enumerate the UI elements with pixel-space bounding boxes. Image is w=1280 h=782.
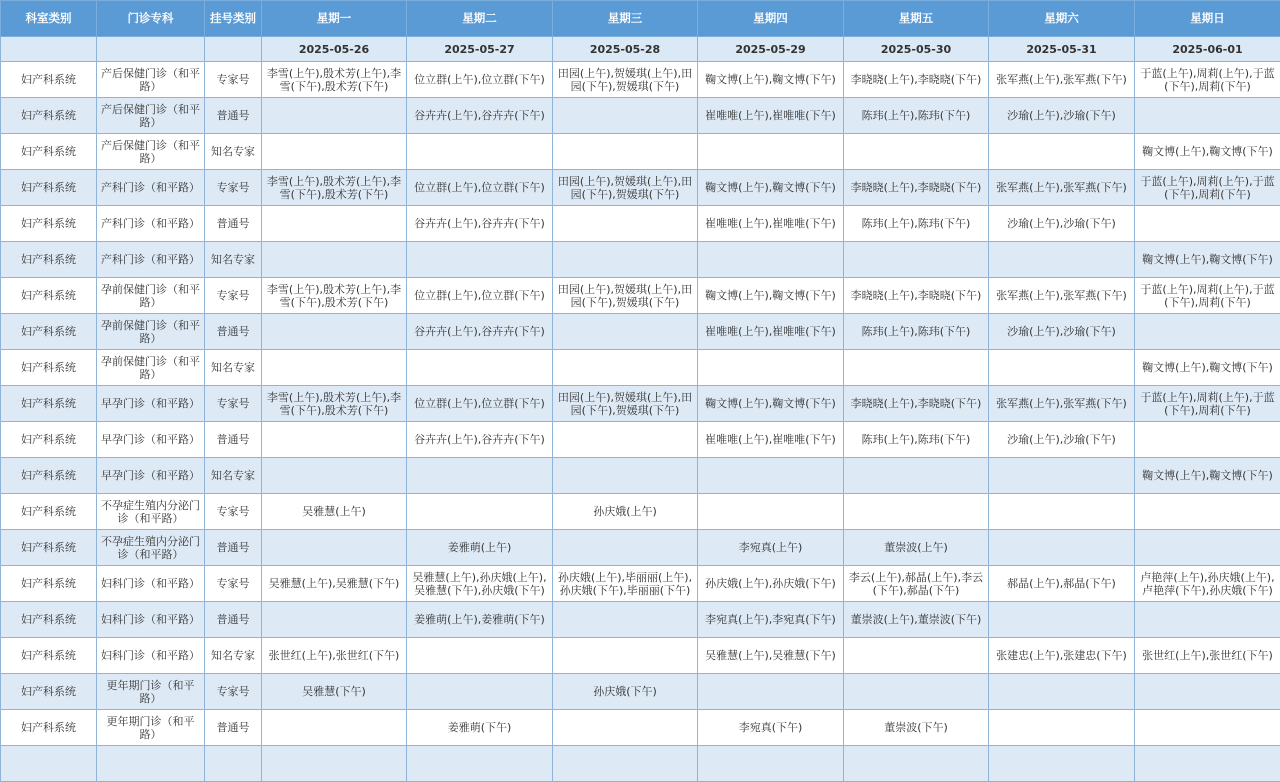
- cell-clinic: 不孕症生殖内分泌门诊（和平路）: [97, 530, 205, 566]
- cell-sunday: 于蓝(上午),周莉(上午),于蓝(下午),周莉(下午): [1135, 386, 1280, 422]
- cell-thursday: 崔唯唯(上午),崔唯唯(下午): [698, 98, 844, 134]
- cell-thursday: 李宛真(下午): [698, 710, 844, 746]
- cell-friday: [844, 350, 989, 386]
- cell-clinic: 妇科门诊（和平路）: [97, 566, 205, 602]
- cell-clinic: 妇科门诊（和平路）: [97, 602, 205, 638]
- cell-sunday: [1135, 710, 1280, 746]
- cell-saturday: 沙瑜(上午),沙瑜(下午): [989, 314, 1135, 350]
- cell-tuesday: 位立群(上午),位立群(下午): [407, 278, 553, 314]
- cell-clinic: 早孕门诊（和平路）: [97, 386, 205, 422]
- cell-wednesday: 田园(上午),贺媛琪(上午),田园(下午),贺媛琪(下午): [553, 170, 698, 206]
- cell-sunday: [1135, 206, 1280, 242]
- column-header-clinic: 门诊专科: [97, 1, 205, 37]
- cell-sunday: [1135, 746, 1280, 782]
- cell-dept: 妇产科系统: [1, 710, 97, 746]
- table-row: [1, 422, 1280, 458]
- cell-wednesday: 孙庆娥(上午): [553, 494, 698, 530]
- cell-dept: 妇产科系统: [1, 242, 97, 278]
- cell-friday: [844, 458, 989, 494]
- cell-monday: 张世红(上午),张世红(下午): [262, 638, 407, 674]
- cell-sunday: [1135, 530, 1280, 566]
- cell-tuesday: 吴雅慧(上午),孙庆娥(上午),吴雅慧(下午),孙庆娥(下午): [407, 566, 553, 602]
- cell-monday: [262, 314, 407, 350]
- cell-sunday: [1135, 494, 1280, 530]
- cell-clinic: 孕前保健门诊（和平路）: [97, 314, 205, 350]
- date-friday: 2025-05-30: [844, 37, 989, 62]
- cell-monday: [262, 134, 407, 170]
- cell-sunday: 于蓝(上午),周莉(上午),于蓝(下午),周莉(下午): [1135, 170, 1280, 206]
- cell-tuesday: [407, 134, 553, 170]
- table-row: [1, 530, 1280, 566]
- cell-saturday: 张建忠(上午),张建忠(下午): [989, 638, 1135, 674]
- cell-monday: 李雪(上午),殷术芳(上午),李雪(下午),殷术芳(下午): [262, 62, 407, 98]
- table-row: [1, 710, 1280, 746]
- date-sunday: 2025-06-01: [1135, 37, 1280, 62]
- cell-clinic: [97, 746, 205, 782]
- column-header-monday: 星期一: [262, 1, 407, 37]
- cell-type: 知名专家: [205, 350, 262, 386]
- cell-dept: 妇产科系统: [1, 422, 97, 458]
- cell-friday: [844, 746, 989, 782]
- cell-clinic: 产后保健门诊（和平路）: [97, 62, 205, 98]
- cell-saturday: [989, 602, 1135, 638]
- cell-dept: 妇产科系统: [1, 206, 97, 242]
- cell-sunday: 鞠文博(上午),鞠文博(下午): [1135, 134, 1280, 170]
- cell-type: 普通号: [205, 98, 262, 134]
- cell-saturday: [989, 494, 1135, 530]
- table-row: [1, 494, 1280, 530]
- schedule-body: [1, 62, 1280, 782]
- cell-thursday: 崔唯唯(上午),崔唯唯(下午): [698, 206, 844, 242]
- column-header-saturday: 星期六: [989, 1, 1135, 37]
- cell-saturday: 张军燕(上午),张军燕(下午): [989, 62, 1135, 98]
- cell-monday: [262, 602, 407, 638]
- column-header-thursday: 星期四: [698, 1, 844, 37]
- cell-type: 知名专家: [205, 242, 262, 278]
- cell-wednesday: [553, 314, 698, 350]
- date-row: [1, 37, 1280, 62]
- cell-dept: 妇产科系统: [1, 530, 97, 566]
- cell-type: [205, 746, 262, 782]
- cell-tuesday: 姜雅萌(上午): [407, 530, 553, 566]
- cell-friday: 陈玮(上午),陈玮(下午): [844, 206, 989, 242]
- cell-clinic: 更年期门诊（和平路）: [97, 674, 205, 710]
- cell-saturday: [989, 674, 1135, 710]
- cell-monday: [262, 98, 407, 134]
- cell-tuesday: 位立群(上午),位立群(下午): [407, 62, 553, 98]
- cell-wednesday: [553, 458, 698, 494]
- cell-wednesday: [553, 242, 698, 278]
- cell-dept: 妇产科系统: [1, 278, 97, 314]
- date-monday: 2025-05-26: [262, 37, 407, 62]
- table-row: [1, 242, 1280, 278]
- table-row: [1, 566, 1280, 602]
- table-row: [1, 134, 1280, 170]
- cell-saturday: [989, 350, 1135, 386]
- table-row: [1, 458, 1280, 494]
- cell-friday: 李晓晓(上午),李晓晓(下午): [844, 386, 989, 422]
- cell-saturday: [989, 710, 1135, 746]
- date-blank: [205, 37, 262, 62]
- cell-wednesday: [553, 746, 698, 782]
- cell-friday: 董崇波(下午): [844, 710, 989, 746]
- cell-tuesday: 姜雅萌(下午): [407, 710, 553, 746]
- cell-type: 普通号: [205, 710, 262, 746]
- cell-saturday: 张军燕(上午),张军燕(下午): [989, 386, 1135, 422]
- cell-clinic: 产后保健门诊（和平路）: [97, 98, 205, 134]
- cell-friday: [844, 242, 989, 278]
- cell-type: 专家号: [205, 170, 262, 206]
- cell-sunday: [1135, 98, 1280, 134]
- cell-saturday: 沙瑜(上午),沙瑜(下午): [989, 98, 1135, 134]
- table-row: [1, 98, 1280, 134]
- cell-thursday: 李宛真(上午): [698, 530, 844, 566]
- cell-saturday: 张军燕(上午),张军燕(下午): [989, 170, 1135, 206]
- cell-saturday: [989, 746, 1135, 782]
- cell-wednesday: [553, 350, 698, 386]
- cell-sunday: 鞠文博(上午),鞠文博(下午): [1135, 458, 1280, 494]
- cell-thursday: 李宛真(上午),李宛真(下午): [698, 602, 844, 638]
- cell-wednesday: [553, 638, 698, 674]
- cell-sunday: 张世红(上午),张世红(下午): [1135, 638, 1280, 674]
- cell-monday: 李雪(上午),殷术芳(上午),李雪(下午),殷术芳(下午): [262, 278, 407, 314]
- cell-sunday: 卢艳萍(上午),孙庆娥(上午),卢艳萍(下午),孙庆娥(下午): [1135, 566, 1280, 602]
- table-row: [1, 170, 1280, 206]
- cell-wednesday: 田园(上午),贺媛琪(上午),田园(下午),贺媛琪(下午): [553, 278, 698, 314]
- cell-dept: 妇产科系统: [1, 62, 97, 98]
- cell-dept: 妇产科系统: [1, 638, 97, 674]
- cell-type: 普通号: [205, 530, 262, 566]
- cell-wednesday: [553, 530, 698, 566]
- table-row: [1, 674, 1280, 710]
- cell-dept: 妇产科系统: [1, 314, 97, 350]
- cell-saturday: 郝晶(上午),郝晶(下午): [989, 566, 1135, 602]
- cell-saturday: [989, 134, 1135, 170]
- cell-sunday: [1135, 674, 1280, 710]
- cell-monday: [262, 242, 407, 278]
- cell-thursday: [698, 746, 844, 782]
- cell-tuesday: 谷卉卉(上午),谷卉卉(下午): [407, 206, 553, 242]
- column-header-type: 挂号类别: [205, 1, 262, 37]
- cell-thursday: 鞠文博(上午),鞠文博(下午): [698, 170, 844, 206]
- cell-thursday: 吴雅慧(上午),吴雅慧(下午): [698, 638, 844, 674]
- cell-dept: 妇产科系统: [1, 350, 97, 386]
- cell-monday: [262, 422, 407, 458]
- cell-tuesday: 谷卉卉(上午),谷卉卉(下午): [407, 314, 553, 350]
- cell-friday: 陈玮(上午),陈玮(下午): [844, 98, 989, 134]
- cell-saturday: [989, 458, 1135, 494]
- cell-tuesday: [407, 746, 553, 782]
- table-row: [1, 278, 1280, 314]
- cell-tuesday: 谷卉卉(上午),谷卉卉(下午): [407, 98, 553, 134]
- cell-type: 专家号: [205, 566, 262, 602]
- cell-clinic: 孕前保健门诊（和平路）: [97, 278, 205, 314]
- cell-dept: 妇产科系统: [1, 494, 97, 530]
- cell-wednesday: [553, 602, 698, 638]
- cell-thursday: [698, 242, 844, 278]
- cell-dept: [1, 746, 97, 782]
- cell-thursday: [698, 458, 844, 494]
- cell-dept: 妇产科系统: [1, 458, 97, 494]
- cell-type: 知名专家: [205, 134, 262, 170]
- cell-sunday: 于蓝(上午),周莉(上午),于蓝(下午),周莉(下午): [1135, 278, 1280, 314]
- cell-type: 专家号: [205, 62, 262, 98]
- cell-saturday: 张军燕(上午),张军燕(下午): [989, 278, 1135, 314]
- cell-saturday: [989, 242, 1135, 278]
- cell-monday: [262, 746, 407, 782]
- cell-clinic: 产科门诊（和平路）: [97, 242, 205, 278]
- cell-saturday: [989, 530, 1135, 566]
- cell-clinic: 产后保健门诊（和平路）: [97, 134, 205, 170]
- cell-wednesday: [553, 134, 698, 170]
- cell-wednesday: [553, 98, 698, 134]
- cell-type: 普通号: [205, 602, 262, 638]
- cell-tuesday: 姜雅萌(上午),姜雅萌(下午): [407, 602, 553, 638]
- cell-wednesday: [553, 206, 698, 242]
- cell-wednesday: [553, 422, 698, 458]
- cell-monday: 李雪(上午),殷术芳(上午),李雪(下午),殷术芳(下午): [262, 170, 407, 206]
- cell-thursday: 鞠文博(上午),鞠文博(下午): [698, 386, 844, 422]
- cell-tuesday: [407, 242, 553, 278]
- column-header-friday: 星期五: [844, 1, 989, 37]
- cell-saturday: 沙瑜(上午),沙瑜(下午): [989, 422, 1135, 458]
- cell-thursday: 鞠文博(上午),鞠文博(下午): [698, 278, 844, 314]
- cell-friday: 陈玮(上午),陈玮(下午): [844, 314, 989, 350]
- cell-monday: 吴雅慧(下午): [262, 674, 407, 710]
- cell-monday: 李雪(上午),殷术芳(上午),李雪(下午),殷术芳(下午): [262, 386, 407, 422]
- table-row: [1, 746, 1280, 782]
- cell-friday: [844, 134, 989, 170]
- cell-tuesday: [407, 350, 553, 386]
- date-blank: [1, 37, 97, 62]
- cell-wednesday: [553, 710, 698, 746]
- cell-tuesday: 位立群(上午),位立群(下午): [407, 170, 553, 206]
- cell-monday: 吴雅慧(上午),吴雅慧(下午): [262, 566, 407, 602]
- cell-clinic: 不孕症生殖内分泌门诊（和平路）: [97, 494, 205, 530]
- table-row: [1, 206, 1280, 242]
- cell-clinic: 妇科门诊（和平路）: [97, 638, 205, 674]
- cell-wednesday: 田园(上午),贺媛琪(上午),田园(下午),贺媛琪(下午): [553, 386, 698, 422]
- cell-dept: 妇产科系统: [1, 674, 97, 710]
- cell-type: 普通号: [205, 314, 262, 350]
- cell-dept: 妇产科系统: [1, 98, 97, 134]
- table-row: [1, 350, 1280, 386]
- cell-monday: [262, 206, 407, 242]
- cell-friday: [844, 674, 989, 710]
- cell-saturday: 沙瑜(上午),沙瑜(下午): [989, 206, 1135, 242]
- table-row: [1, 638, 1280, 674]
- cell-friday: 董崇波(上午),董崇波(下午): [844, 602, 989, 638]
- cell-thursday: [698, 494, 844, 530]
- cell-monday: [262, 350, 407, 386]
- cell-monday: 吴雅慧(上午): [262, 494, 407, 530]
- cell-clinic: 产科门诊（和平路）: [97, 170, 205, 206]
- table-row: [1, 602, 1280, 638]
- cell-dept: 妇产科系统: [1, 134, 97, 170]
- cell-tuesday: [407, 458, 553, 494]
- cell-friday: [844, 494, 989, 530]
- column-header-wednesday: 星期三: [553, 1, 698, 37]
- header-row: [1, 1, 1280, 37]
- cell-friday: 李晓晓(上午),李晓晓(下午): [844, 170, 989, 206]
- cell-friday: 陈玮(上午),陈玮(下午): [844, 422, 989, 458]
- cell-type: 专家号: [205, 494, 262, 530]
- cell-clinic: 产科门诊（和平路）: [97, 206, 205, 242]
- cell-sunday: 鞠文博(上午),鞠文博(下午): [1135, 242, 1280, 278]
- cell-clinic: 早孕门诊（和平路）: [97, 422, 205, 458]
- cell-dept: 妇产科系统: [1, 170, 97, 206]
- cell-type: 知名专家: [205, 458, 262, 494]
- cell-thursday: 鞠文博(上午),鞠文博(下午): [698, 62, 844, 98]
- cell-wednesday: 孙庆娥(下午): [553, 674, 698, 710]
- cell-clinic: 早孕门诊（和平路）: [97, 458, 205, 494]
- cell-type: 知名专家: [205, 638, 262, 674]
- cell-wednesday: 孙庆娥(上午),毕丽丽(上午),孙庆娥(下午),毕丽丽(下午): [553, 566, 698, 602]
- cell-sunday: 鞠文博(上午),鞠文博(下午): [1135, 350, 1280, 386]
- table-row: [1, 314, 1280, 350]
- date-blank: [97, 37, 205, 62]
- cell-type: 普通号: [205, 206, 262, 242]
- date-thursday: 2025-05-29: [698, 37, 844, 62]
- cell-tuesday: [407, 674, 553, 710]
- cell-sunday: [1135, 422, 1280, 458]
- cell-tuesday: [407, 638, 553, 674]
- cell-friday: 李云(上午),郝晶(上午),李云(下午),郝晶(下午): [844, 566, 989, 602]
- cell-wednesday: 田园(上午),贺媛琪(上午),田园(下午),贺媛琪(下午): [553, 62, 698, 98]
- cell-friday: 董崇波(上午): [844, 530, 989, 566]
- date-wednesday: 2025-05-28: [553, 37, 698, 62]
- cell-clinic: 孕前保健门诊（和平路）: [97, 350, 205, 386]
- cell-thursday: 孙庆娥(上午),孙庆娥(下午): [698, 566, 844, 602]
- cell-thursday: [698, 134, 844, 170]
- cell-monday: [262, 458, 407, 494]
- cell-sunday: 于蓝(上午),周莉(上午),于蓝(下午),周莉(下午): [1135, 62, 1280, 98]
- cell-tuesday: 位立群(上午),位立群(下午): [407, 386, 553, 422]
- cell-type: 专家号: [205, 674, 262, 710]
- cell-dept: 妇产科系统: [1, 386, 97, 422]
- cell-tuesday: 谷卉卉(上午),谷卉卉(下午): [407, 422, 553, 458]
- cell-thursday: [698, 350, 844, 386]
- cell-type: 专家号: [205, 386, 262, 422]
- cell-monday: [262, 530, 407, 566]
- cell-dept: 妇产科系统: [1, 602, 97, 638]
- cell-thursday: 崔唯唯(上午),崔唯唯(下午): [698, 422, 844, 458]
- cell-monday: [262, 710, 407, 746]
- cell-friday: [844, 638, 989, 674]
- table-row: [1, 386, 1280, 422]
- cell-tuesday: [407, 494, 553, 530]
- column-header-sunday: 星期日: [1135, 1, 1280, 37]
- cell-friday: 李晓晓(上午),李晓晓(下午): [844, 278, 989, 314]
- cell-sunday: [1135, 602, 1280, 638]
- table-row: [1, 62, 1280, 98]
- date-tuesday: 2025-05-27: [407, 37, 553, 62]
- cell-thursday: [698, 674, 844, 710]
- cell-type: 普通号: [205, 422, 262, 458]
- cell-clinic: 更年期门诊（和平路）: [97, 710, 205, 746]
- cell-thursday: 崔唯唯(上午),崔唯唯(下午): [698, 314, 844, 350]
- column-header-tuesday: 星期二: [407, 1, 553, 37]
- date-saturday: 2025-05-31: [989, 37, 1135, 62]
- cell-type: 专家号: [205, 278, 262, 314]
- cell-friday: 李晓晓(上午),李晓晓(下午): [844, 62, 989, 98]
- cell-dept: 妇产科系统: [1, 566, 97, 602]
- column-header-dept: 科室类别: [1, 1, 97, 37]
- cell-sunday: [1135, 314, 1280, 350]
